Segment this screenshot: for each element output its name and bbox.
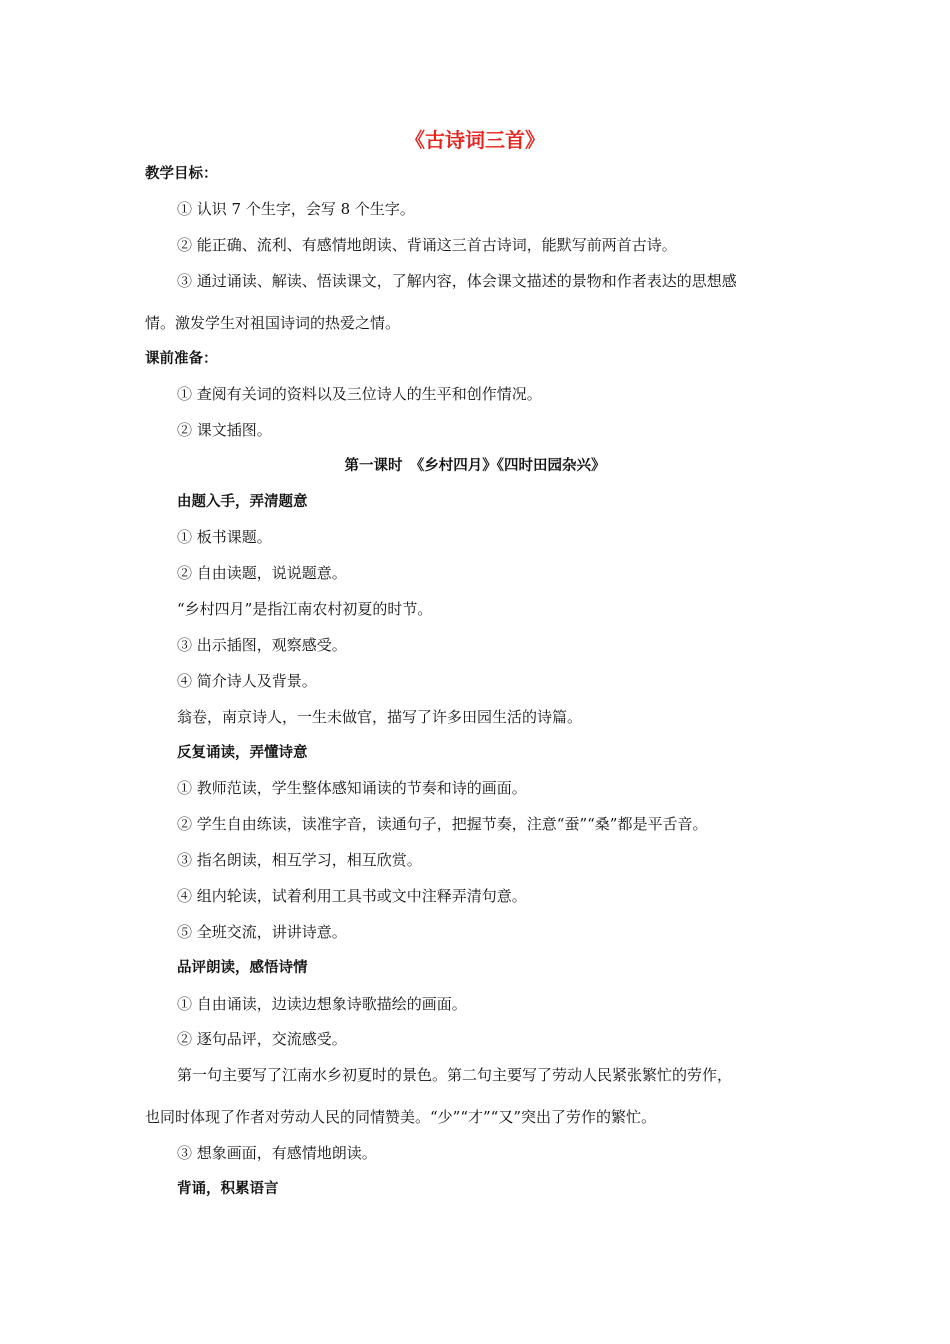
section-line: 翁卷，南京诗人，一生未做官，描写了许多田园生活的诗篇。 — [177, 708, 583, 726]
preparation-item: ② 课文插图。 — [177, 421, 272, 439]
objective-item: ③ 通过诵读、解读、悟读课文，了解内容，体会课文描述的景物和作者表达的思想感 — [177, 272, 737, 290]
section-line: ① 教师范读，学生整体感知诵读的节奏和诗的画面。 — [177, 779, 527, 797]
section-line: ③ 想象画面，有感情地朗读。 — [177, 1144, 377, 1162]
section-line: ② 逐句品评，交流感受。 — [177, 1030, 347, 1048]
section-heading: 由题入手，弄清题意 — [177, 494, 308, 510]
section-heading: 背诵，积累语言 — [177, 1181, 279, 1197]
section-line: ⑤ 全班交流，讲讲诗意。 — [177, 923, 347, 941]
document-title: 《古诗词三首》 — [405, 128, 545, 152]
section-line: ③ 指名朗读，相互学习，相互欣赏。 — [177, 851, 422, 869]
section-heading: 反复诵读，弄懂诗意 — [177, 745, 308, 761]
section-line: ④ 组内轮读，试着利用工具书或文中注释弄清句意。 — [177, 887, 527, 905]
section-line: ② 自由读题，说说题意。 — [177, 564, 347, 582]
section-line: ① 板书课题。 — [177, 528, 272, 546]
preparation-heading: 课前准备： — [145, 351, 218, 367]
section-line: ② 学生自由练读，读准字音，读通句子，把握节奏，注意“蚕”“桑”都是平舌音。 — [177, 815, 708, 833]
section-line: ④ 简介诗人及背景。 — [177, 672, 317, 690]
section-line: ③ 出示插图，观察感受。 — [177, 636, 347, 654]
objective-item: ② 能正确、流利、有感情地朗读、背诵这三首古诗词，能默写前两首古诗。 — [177, 236, 677, 254]
preparation-item: ① 查阅有关词的资料以及三位诗人的生平和创作情况。 — [177, 385, 542, 403]
objective-item-continued: 情。激发学生对祖国诗词的热爱之情。 — [145, 314, 401, 332]
objective-item: ① 认识 7 个生字，会写 8 个生字。 — [177, 200, 415, 218]
objectives-heading: 教学目标： — [145, 166, 218, 182]
section-line: “乡村四月”是指江南农村初夏的时节。 — [177, 600, 433, 618]
section-heading: 品评朗读，感悟诗情 — [177, 960, 308, 976]
lesson-heading: 第一课时 《乡村四月》《四时田园杂兴》 — [344, 458, 606, 474]
section-line: ① 自由诵读，边读边想象诗歌描绘的画面。 — [177, 995, 467, 1013]
section-line: 第一句主要写了江南水乡初夏时的景色。第二句主要写了劳动人民紧张繁忙的劳作， — [177, 1066, 733, 1084]
section-line-continued: 也同时体现了作者对劳动人民的同情赞美。“少”“才”“又”突出了劳作的繁忙。 — [145, 1108, 657, 1126]
